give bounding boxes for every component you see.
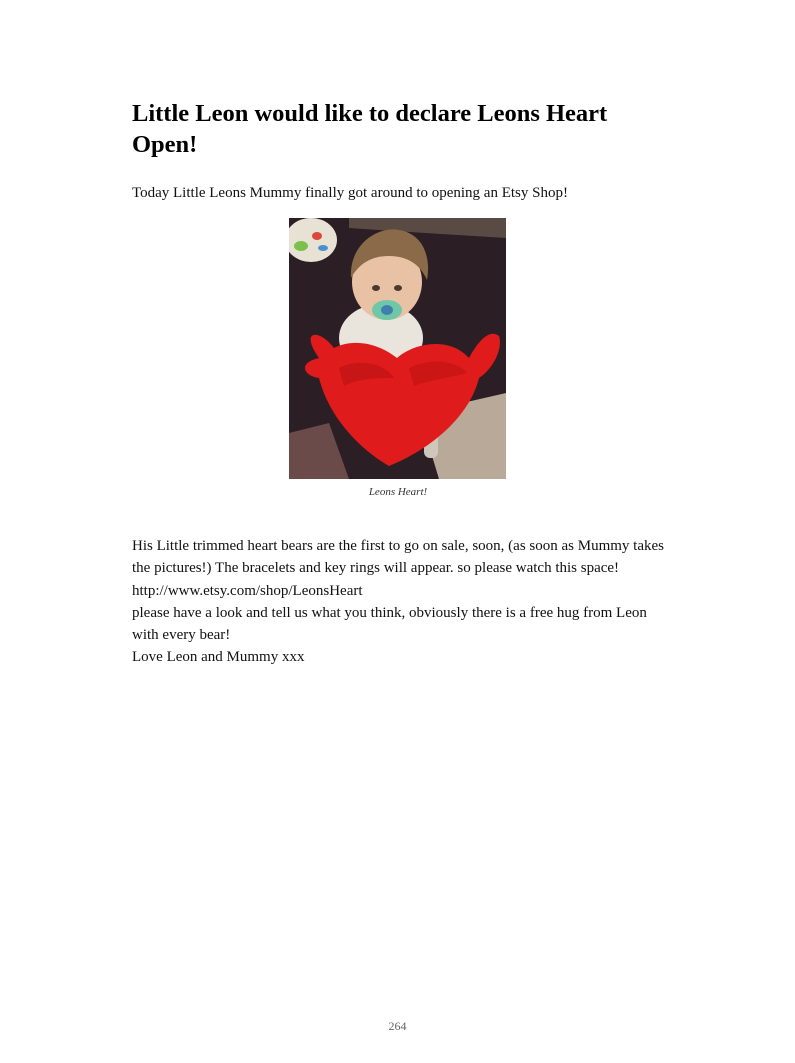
sign-off: Love Leon and Mummy xxx (132, 649, 305, 666)
article-body (132, 535, 664, 669)
page-title: Little Leon would like to declare Leons Heart Open! (132, 100, 608, 158)
shop-link: http://www.etsy.com/shop/LeonsHeart (132, 582, 363, 599)
page-number: 264 (388, 1019, 407, 1033)
leon-heart-photo (289, 218, 506, 479)
figure-caption: Leons Heart! (368, 486, 428, 498)
body-paragraph-1: His Little trimmed heart bears are the first to go on sale, soon, (as soon as Mummy takes the pictures!) The bracelets and key rings will appear. so please watch this space! (132, 538, 664, 577)
body-paragraph-2: please have a look and tell us what you think, obviously there is a free hug from Leon with every bear! (132, 604, 647, 644)
intro-paragraph: Today Little Leons Mummy finally got around to opening an Etsy Shop! (132, 185, 568, 201)
